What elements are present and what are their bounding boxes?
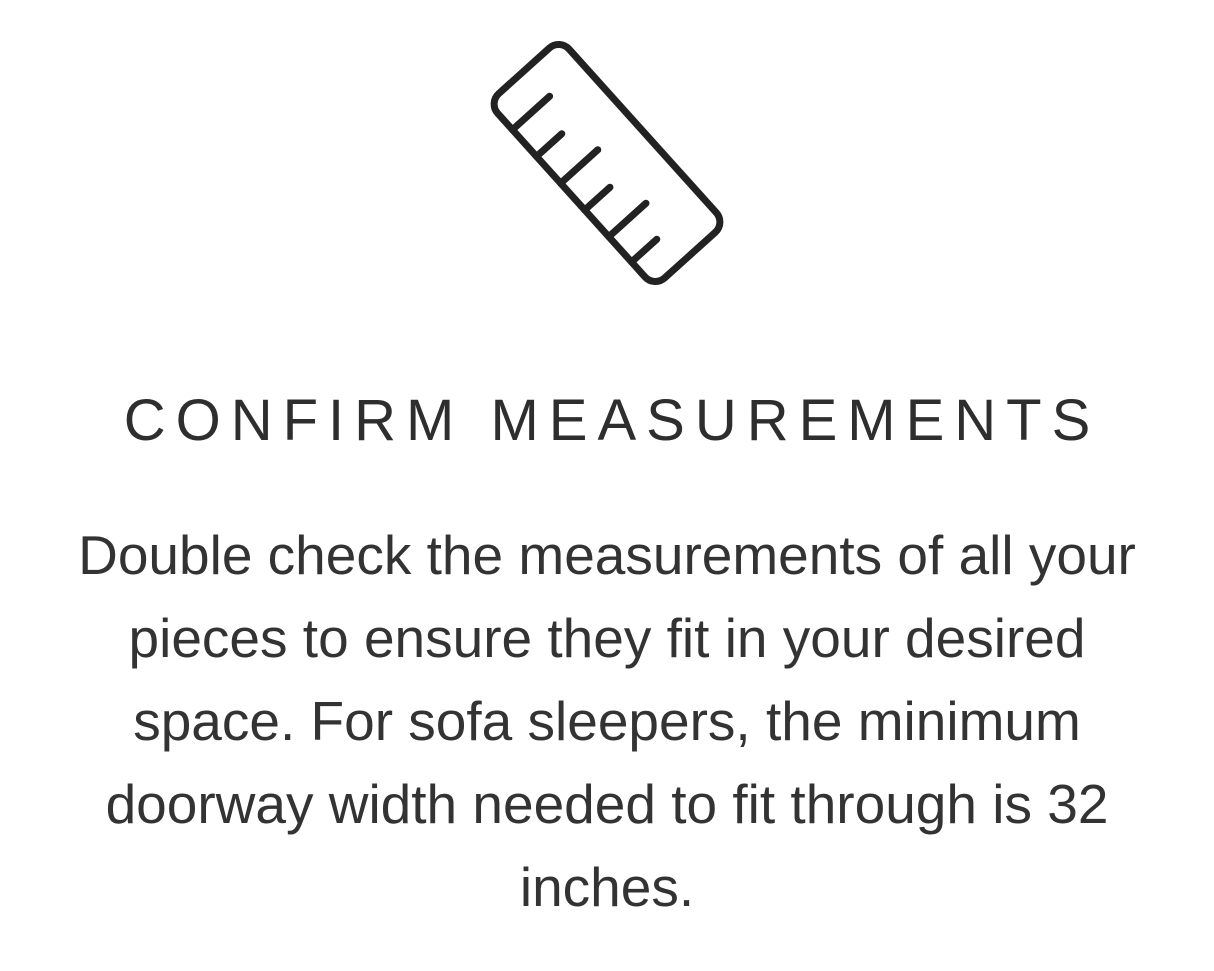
page-title: CONFIRM MEASUREMENTS: [123, 388, 1101, 453]
description-text: Double check the measurements of all your pieces to ensure they fit in your desired space. For sofa sleepers, the minimum doorway width needed to fit through is 32 inches.: [78, 523, 1136, 918]
ruler-icon: [457, 26, 757, 301]
